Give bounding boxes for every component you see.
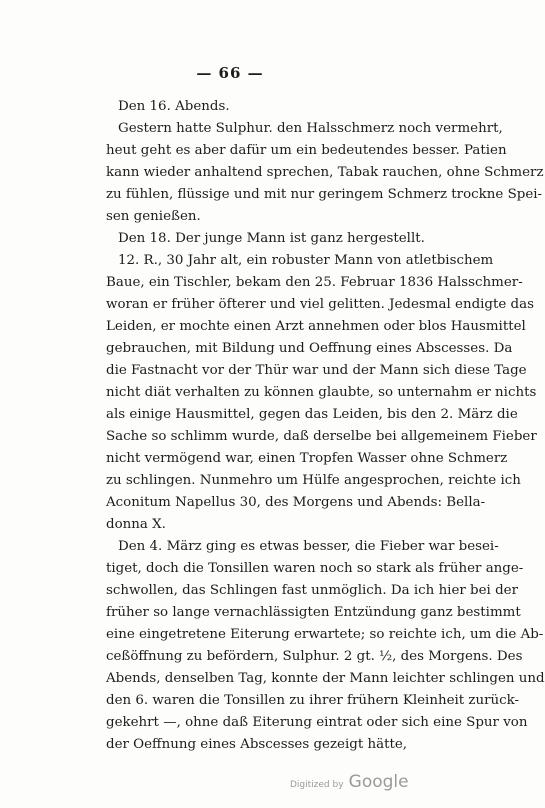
- page-number: — 66 —: [196, 64, 264, 82]
- text-line: kann wieder anhaltend sprechen, Tabak rauchen, ohne Schmerz: [106, 165, 544, 180]
- text-line: der Oeffnung eines Abscesses gezeigt hätte,: [106, 737, 408, 752]
- text-line: als einige Hausmittel, gegen das Leiden, bis den 2. März die: [106, 407, 518, 422]
- text-line: Sache so schlimm wurde, daß derselbe bei allgemeinem Fieber: [106, 429, 537, 444]
- text-line: gebrauchen, mit Bildung und Oeffnung eines Abscesses. Da: [106, 341, 513, 356]
- text-line: ceßöffnung zu befördern, Sulphur. 2 gt. ½, des Morgens. Des: [106, 649, 523, 664]
- text-line: woran er früher öfterer und viel gelitten. Jedesmal endigte das: [106, 297, 534, 312]
- text-line: heut geht es aber dafür um ein bedeutendes besser. Patien: [106, 143, 507, 158]
- watermark-brand: Google: [348, 772, 409, 792]
- text-line: zu schlingen. Nunmehro um Hülfe angesprochen, reichte ich: [106, 473, 521, 488]
- text-line: Baue, ein Tischler, bekam den 25. Februar 1836 Halsschmer-: [106, 275, 523, 290]
- text-line: Gestern hatte Sulphur. den Halsschmerz noch vermehrt,: [118, 121, 503, 136]
- text-line: Abends, denselben Tag, konnte der Mann leichter schlingen und: [106, 671, 545, 686]
- text-line: donna X.: [106, 517, 166, 532]
- text-line: 12. R., 30 Jahr alt, ein robuster Mann von atletbischem: [118, 253, 494, 268]
- text-line: die Fastnacht vor der Thür war und der Mann sich diese Tage: [106, 363, 527, 378]
- text-line: Aconitum Napellus 30, des Morgens und Abends: Bella-: [106, 495, 486, 510]
- text-line: eine eingetretene Eiterung erwartete; so reichte ich, um die Ab-: [106, 627, 544, 642]
- text-line: früher so lange vernachlässigten Entzündung ganz bestimmt: [106, 605, 521, 620]
- text-line: Den 18. Der junge Mann ist ganz hergestellt.: [118, 231, 425, 246]
- text-line: nicht vermögend war, einen Tropfen Wasser ohne Schmerz: [106, 451, 508, 466]
- text-line: sen genießen.: [106, 209, 201, 224]
- text-line: nicht diät verhalten zu können glaubte, so unternahm er nichts: [106, 385, 537, 400]
- text-line: den 6. waren die Tonsillen zu ihrer frühern Kleinheit zurück-: [106, 693, 520, 708]
- text-line: gekehrt —, ohne daß Eiterung eintrat oder sich eine Spur von: [106, 715, 528, 730]
- text-line: zu fühlen, flüssige und mit nur geringem Schmerz trockne Spei-: [106, 187, 543, 202]
- text-line: Den 16. Abends.: [118, 99, 230, 114]
- text-line: Den 4. März ging es etwas besser, die Fieber war besei-: [118, 539, 499, 554]
- text-line: Leiden, er mochte einen Arzt annehmen oder blos Hausmittel: [106, 319, 526, 334]
- digitized-watermark: [290, 772, 409, 792]
- text-line: schwollen, das Schlingen fast unmöglich. Da ich hier bei der: [106, 583, 518, 598]
- text-line: tiget, doch die Tonsillen waren noch so stark als früher ange-: [106, 561, 524, 576]
- watermark-prefix: Digitized by: [290, 780, 344, 790]
